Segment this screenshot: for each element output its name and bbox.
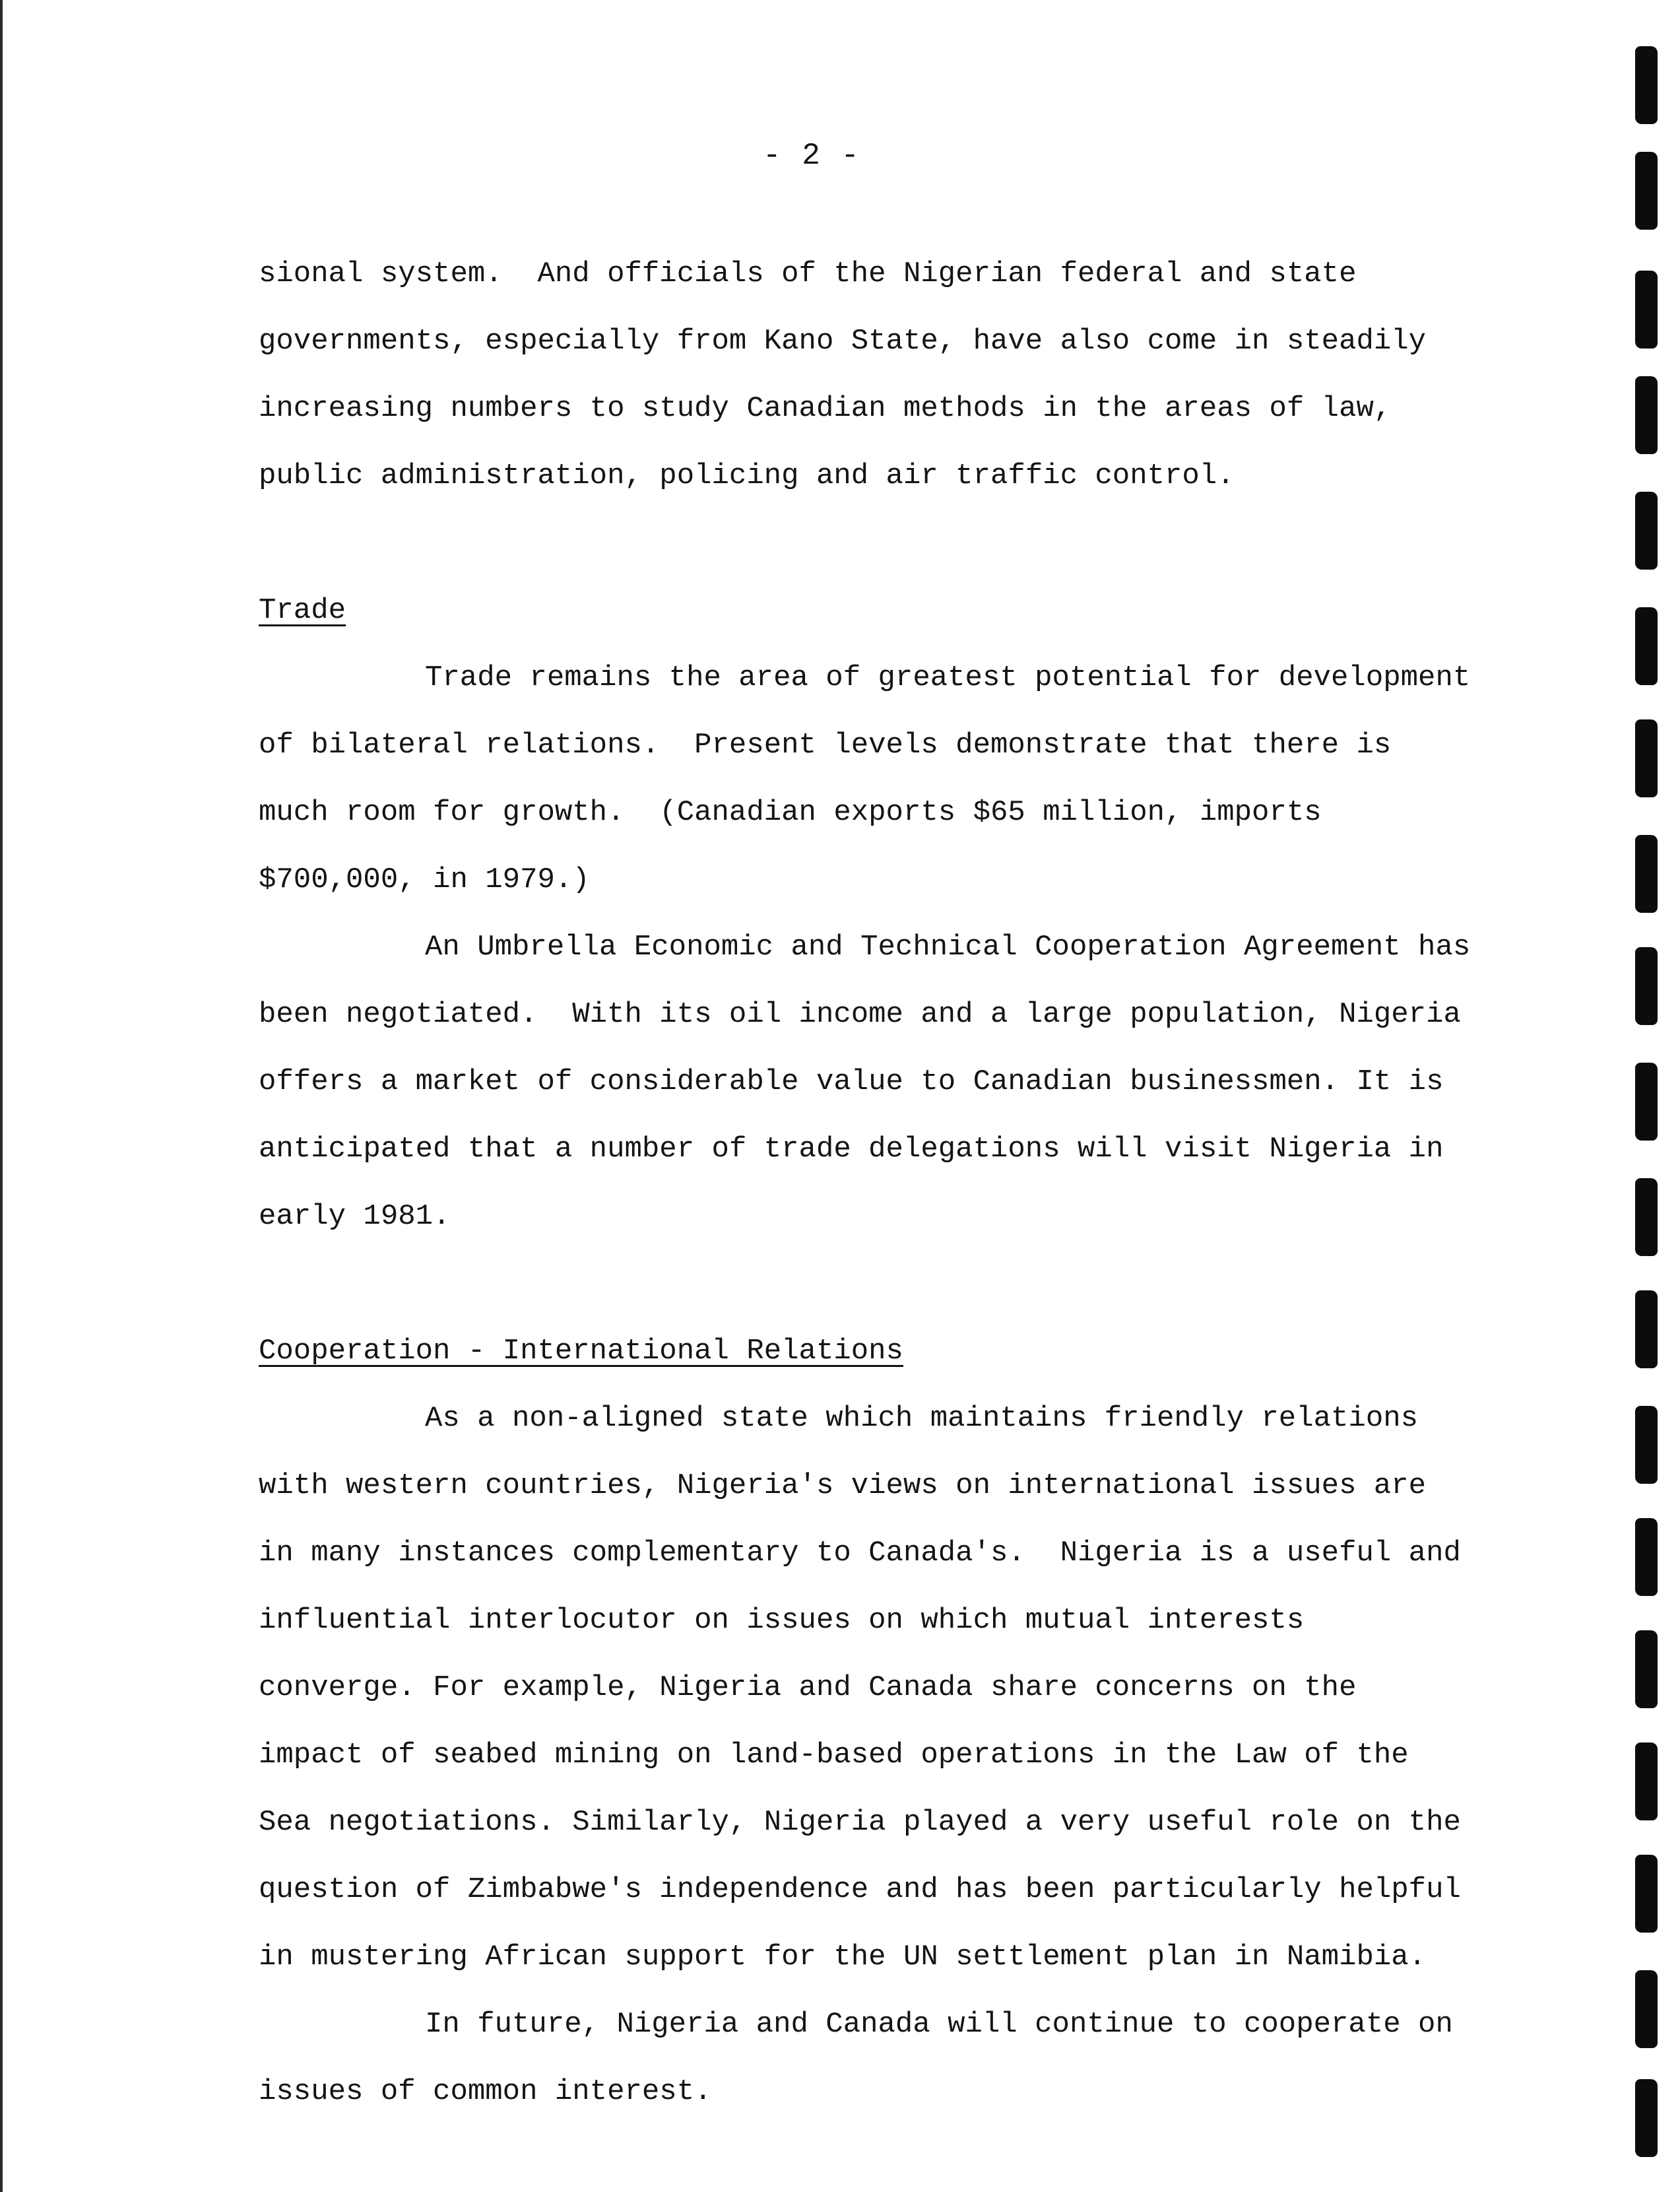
section-spacer bbox=[259, 1250, 1473, 1317]
heading-cooperation bbox=[259, 1317, 1473, 1385]
binding-ring bbox=[1635, 271, 1658, 349]
paragraph-trade-potential: Trade remains the area of greatest potential for development of bilateral relations. Present levels demonstrate that there is much room for growth. (Canadian exports $65 million, imports $700,000, in 1979.) bbox=[259, 661, 1488, 896]
binding-ring bbox=[1635, 1063, 1658, 1141]
paragraph-future: In future, Nigeria and Canada will continue to cooperate on issues of common interest. bbox=[259, 2008, 1471, 2108]
binding-ring bbox=[1635, 947, 1658, 1025]
page-number: - 2 - bbox=[762, 139, 861, 173]
binding-ring bbox=[1635, 46, 1658, 124]
binding-ring bbox=[1635, 492, 1658, 570]
document-body bbox=[259, 240, 1488, 2125]
heading-trade-text: Trade bbox=[259, 594, 346, 627]
binding-ring bbox=[1635, 1970, 1658, 2048]
binding-ring bbox=[1635, 1630, 1658, 1708]
paragraph-umbrella-agreement: An Umbrella Economic and Technical Cooperation Agreement has been negotiated. With its oil income and a large population, Nigeria offers a market of considerable value to Canadian businessmen. It is anticipated that a number of trade delegations will visit Nigeria in early 1981. bbox=[259, 931, 1488, 1233]
binding-ring bbox=[1635, 152, 1658, 230]
binding-ring bbox=[1635, 1518, 1658, 1596]
heading-cooperation-text: Cooperation - International Relations bbox=[259, 1335, 903, 1368]
binding-ring bbox=[1635, 1743, 1658, 1820]
binding-ring bbox=[1635, 1406, 1658, 1484]
binding-ring bbox=[1635, 719, 1658, 797]
binding-rings bbox=[1601, 0, 1680, 2192]
binding-ring bbox=[1635, 2079, 1658, 2157]
section-spacer bbox=[259, 510, 1473, 577]
binding-ring bbox=[1635, 376, 1658, 454]
page-left-edge bbox=[0, 0, 3, 2192]
binding-ring bbox=[1635, 607, 1658, 685]
binding-ring bbox=[1635, 835, 1658, 913]
paragraph-non-aligned: As a non-aligned state which maintains friendly relations with western countries, Nigeria's views on international issues are in many instances complementary to Canada's. Nigeria is a useful and influential interlocutor on issues on which mutual interests converge. For example, Nigeria and Canada share concerns on the impact of seabed mining on land-based operations in the Law of the Sea negotiations. Similarly, Nigeria played a very useful role on the question of Zimbabwe's independence and has been particularly helpful in mustering African support for the UN settlement plan in Namibia. bbox=[259, 1402, 1479, 1974]
paragraph-continuation: sional system. And officials of the Nigerian federal and state governments, especially from Kano State, have also come in steadily increasing numbers to study Canadian methods in the areas of law, public administration, policing and air traffic control. bbox=[259, 257, 1444, 492]
binding-ring bbox=[1635, 1290, 1658, 1368]
heading-trade bbox=[259, 577, 1473, 644]
binding-ring bbox=[1635, 1178, 1658, 1256]
binding-ring bbox=[1635, 1855, 1658, 1933]
